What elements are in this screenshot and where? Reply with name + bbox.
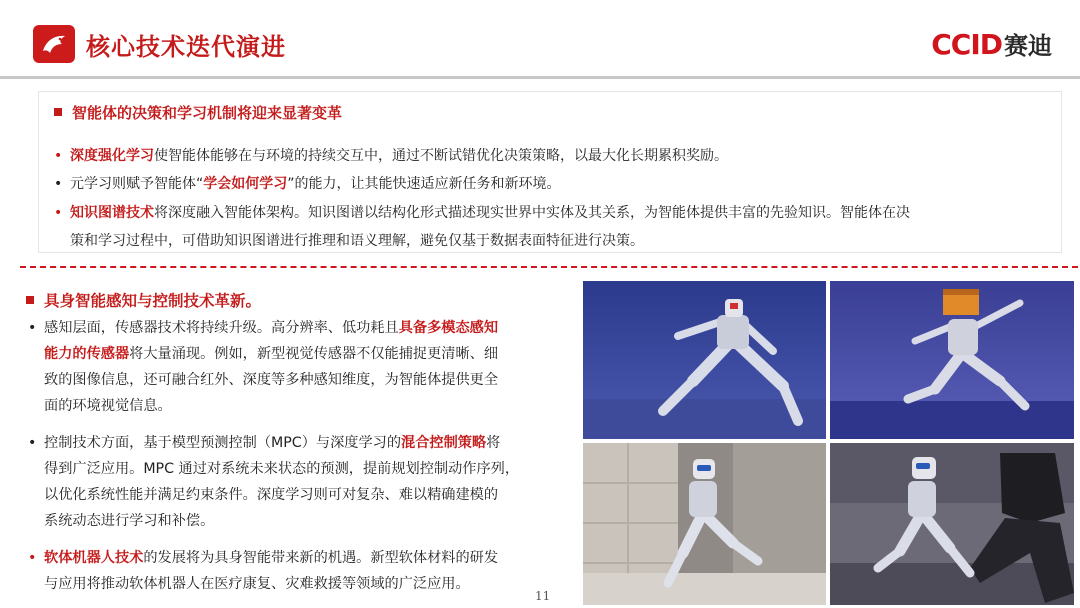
page-title: 核心技术迭代演进 bbox=[86, 33, 286, 61]
list-item bbox=[54, 171, 1050, 197]
bullet-text: 控制技术方面，基于模型预测控制（MPC）与深度学习的 bbox=[44, 435, 402, 451]
bullet-continuation: 系统动态进行学习和补偿。 bbox=[44, 513, 215, 529]
highlight-term: 混合控制策略 bbox=[401, 435, 487, 451]
bullet-dot-icon: • bbox=[54, 148, 63, 164]
section1-heading bbox=[54, 102, 342, 123]
bullet-continuation: 策和学习过程中，可借助知识图谱进行推理和语义理解，避免仅基于数据表面特征进行决策。 bbox=[70, 233, 644, 249]
bullet-continuation bbox=[44, 342, 498, 367]
bullet-continuation: 致的图像信息，还可融合红外、深度等多种感知维度，为智能体提供更全 bbox=[44, 372, 499, 388]
humanoid-robot-photo-grid bbox=[583, 281, 1074, 605]
list-item bbox=[54, 200, 1055, 226]
highlight-term: 软体机器人技术 bbox=[44, 550, 144, 566]
bullet-text: ”的能力，让其能快速适应新任务和新环境。 bbox=[287, 176, 561, 192]
bullet-dot-icon: • bbox=[54, 176, 63, 192]
dashed-divider bbox=[20, 266, 1078, 268]
bullet-text: 使智能体能够在与环境的持续交互中，通过不断试错优化决策策略，以最大化长期累积奖励。 bbox=[154, 148, 728, 164]
bullet-continuation: 以优化系统性能并满足约束条件。深度学习则可对复杂、难以精确建模的 bbox=[44, 487, 499, 503]
highlight-term: 学会如何学习 bbox=[203, 176, 288, 192]
robot-photo-3 bbox=[583, 443, 826, 605]
list-item bbox=[28, 316, 499, 341]
bullet-text: 感知层面，传感器技术将持续升级。高分辨率、低功耗且 bbox=[44, 320, 399, 336]
highlight-term: 具备多模态感知 bbox=[398, 320, 499, 336]
slide-header bbox=[0, 0, 1080, 80]
list-item bbox=[28, 431, 501, 456]
section1-heading-text: 智能体的决策和学习机制将迎来显著变革 bbox=[72, 104, 343, 122]
square-bullet-icon bbox=[26, 296, 34, 304]
robot-photo-4 bbox=[830, 443, 1074, 605]
robot-photo-2 bbox=[830, 281, 1074, 439]
square-bullet-icon bbox=[54, 108, 62, 116]
page-number: 11 bbox=[535, 589, 551, 603]
bullet-text: 将大量涌现。例如，新型视觉传感器不仅能捕捉更清晰、细 bbox=[129, 346, 499, 362]
bullet-text: 将深度融入智能体架构。知识图谱以结构化形式描述现实世界中实体及其关系，为智能体提供丰富的先验知识。智能体在决 bbox=[154, 205, 910, 221]
list-item bbox=[54, 143, 1050, 169]
section2-heading-text: 具身智能感知与控制技术革新。 bbox=[44, 292, 262, 310]
list-item bbox=[28, 546, 499, 571]
brand-latin: CCID bbox=[931, 28, 1002, 61]
bullet-continuation: 得到广泛应用。MPC 通过对系统未来状态的预测，提前规划控制动作序列， bbox=[44, 461, 520, 477]
robot-photo-1 bbox=[583, 281, 826, 439]
brand-cn: 赛迪 bbox=[1004, 32, 1052, 60]
bullet-continuation: 与应用将推动软体机器人在医疗康复、灾难救援等领域的广泛应用。 bbox=[44, 576, 470, 592]
dragon-logo-icon bbox=[33, 25, 75, 63]
highlight-term: 知识图谱技术 bbox=[70, 205, 154, 221]
bullet-text: 的发展将为具身智能带来新的机遇。新型软体材料的研发 bbox=[143, 550, 499, 566]
section2-heading bbox=[26, 289, 261, 311]
bullet-dot-icon: • bbox=[54, 205, 63, 221]
bullet-dot-icon: • bbox=[28, 435, 37, 451]
bullet-dot-icon: • bbox=[28, 550, 37, 566]
header-divider bbox=[0, 76, 1080, 79]
highlight-term: 深度强化学习 bbox=[70, 148, 154, 164]
bullet-text: 将 bbox=[486, 435, 501, 451]
bullet-dot-icon: • bbox=[28, 320, 37, 336]
bullet-continuation: 面的环境视觉信息。 bbox=[44, 398, 172, 414]
highlight-term: 能力的传感器 bbox=[44, 346, 130, 362]
ccid-brand-logo bbox=[931, 26, 1052, 61]
bullet-text: 元学习则赋予智能体“ bbox=[70, 176, 204, 192]
